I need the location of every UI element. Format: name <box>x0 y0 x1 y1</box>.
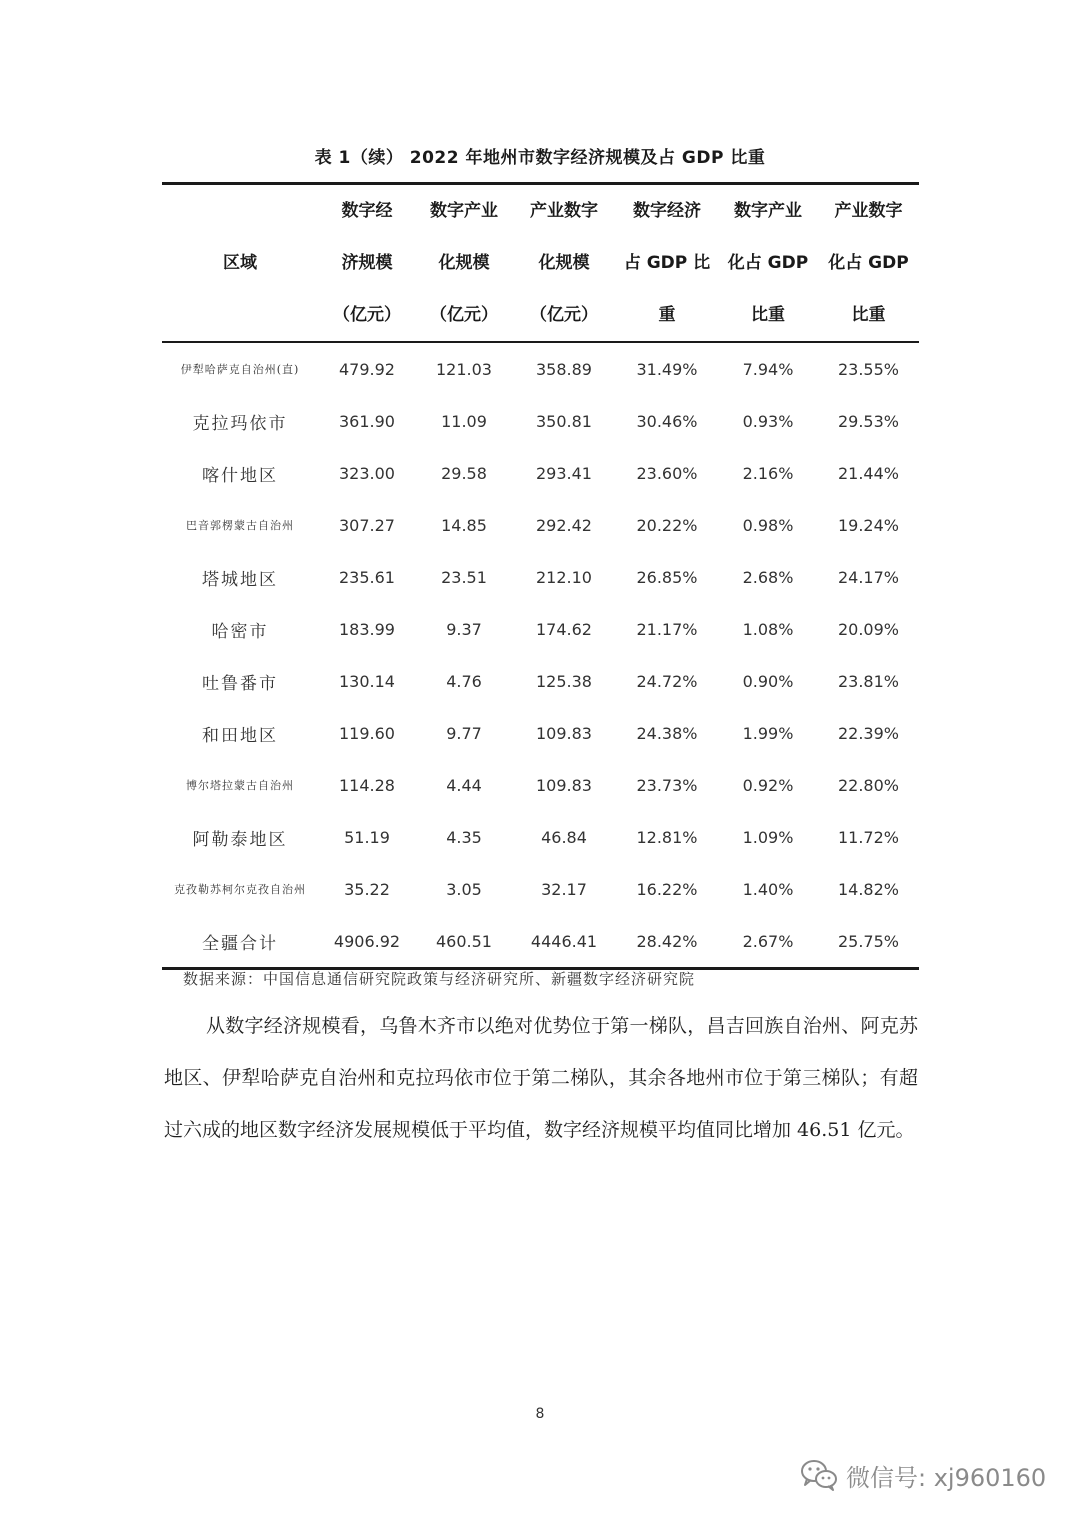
cell-digital-industrialization-scale: 9.77 <box>446 723 482 743</box>
header-line: 产业数字 <box>530 201 598 221</box>
header-line: 化占 GDP <box>828 253 909 273</box>
cell-industrial-digitalization-scale: 109.83 <box>536 775 592 795</box>
cell-digital-economy-gdp-share: 16.22% <box>636 879 698 899</box>
header-line: 比重 <box>851 305 886 325</box>
table-row <box>162 447 919 499</box>
table-row <box>162 863 919 915</box>
cell-region: 阿勒泰地区 <box>192 829 288 850</box>
cell-industrial-digitalization-gdp-share: 23.81% <box>837 671 899 691</box>
cell-industrial-digitalization-scale: 109.83 <box>536 723 592 743</box>
cell-digital-industrialization-scale: 460.51 <box>416 915 512 969</box>
cell-industrial-digitalization-scale: 4446.41 <box>512 915 616 969</box>
cell-industrial-digitalization-scale: 32.17 <box>541 879 587 899</box>
cell-digital-economy-gdp-share: 23.73% <box>636 775 698 795</box>
cell-digital-economy-scale: 130.14 <box>339 671 395 691</box>
table-title: 表 1（续） 2022 年地州市数字经济规模及占 GDP 比重 <box>314 148 766 168</box>
cell-industrial-digitalization-scale: 358.89 <box>536 359 592 379</box>
cell-industrial-digitalization-scale: 174.62 <box>536 619 592 639</box>
cell-digital-economy-gdp-share: 28.42% <box>616 915 718 969</box>
header-line: 数字经 <box>341 201 393 221</box>
cell-region: 和田地区 <box>202 725 278 746</box>
table-row <box>162 342 919 395</box>
cell-industrial-digitalization-scale: 292.42 <box>536 515 592 535</box>
cell-industrial-digitalization-gdp-share: 22.39% <box>837 723 899 743</box>
cell-industrial-digitalization-gdp-share: 19.24% <box>837 515 899 535</box>
cell-digital-industrialization-gdp-share: 1.09% <box>742 827 794 847</box>
table-row <box>162 551 919 603</box>
cell-digital-economy-scale: 323.00 <box>339 463 395 483</box>
watermark-text: 微信号: xj960160 <box>846 1463 1047 1492</box>
cell-region: 塔城地区 <box>202 569 278 590</box>
cell-industrial-digitalization-scale: 46.84 <box>541 827 587 847</box>
cell-digital-economy-scale: 119.60 <box>339 723 395 743</box>
cell-digital-economy-gdp-share: 21.17% <box>636 619 698 639</box>
cell-digital-industrialization-scale: 11.09 <box>441 411 487 431</box>
cell-region: 全疆合计 <box>162 915 318 969</box>
cell-digital-economy-gdp-share: 26.85% <box>636 567 698 587</box>
header-line: 化规模 <box>438 253 490 273</box>
cell-digital-economy-scale: 4906.92 <box>318 915 416 969</box>
cell-digital-economy-scale: 307.27 <box>339 515 395 535</box>
table-row <box>162 395 919 447</box>
header-line: 数字经济 <box>633 201 701 221</box>
cell-digital-economy-gdp-share: 31.49% <box>636 359 698 379</box>
cell-digital-economy-scale: 479.92 <box>339 359 395 379</box>
header-line: （亿元） <box>333 305 401 325</box>
cell-digital-economy-scale: 183.99 <box>339 619 395 639</box>
cell-digital-industrialization-scale: 9.37 <box>446 619 482 639</box>
body-paragraph: 从数字经济规模看，乌鲁木齐市以绝对优势位于第一梯队，昌吉回族自治州、阿克苏地区、伊犁哈萨克自治州和克拉玛依市位于第二梯队，其余各地州市位于第三梯队；有超过六成的地区数字经济发展规模低于平均值，数字经济规模平均值同比增加 46.51 亿元。 <box>164 1015 918 1141</box>
cell-industrial-digitalization-scale: 350.81 <box>536 411 592 431</box>
cell-digital-industrialization-gdp-share: 2.68% <box>742 567 794 587</box>
cell-industrial-digitalization-gdp-share: 21.44% <box>837 463 899 483</box>
table-row <box>162 603 919 655</box>
header-line: 数字产业 <box>734 201 802 221</box>
cell-industrial-digitalization-gdp-share: 29.53% <box>837 411 899 431</box>
data-table <box>162 182 919 970</box>
cell-industrial-digitalization-gdp-share: 20.09% <box>837 619 899 639</box>
cell-digital-economy-gdp-share: 20.22% <box>636 515 698 535</box>
header-line: 化占 GDP <box>727 253 809 273</box>
cell-digital-economy-scale: 235.61 <box>339 567 395 587</box>
header-region <box>162 184 318 343</box>
cell-industrial-digitalization-gdp-share: 25.75% <box>818 915 919 969</box>
cell-region: 巴音郭楞蒙古自治州 <box>186 519 294 532</box>
cell-industrial-digitalization-scale: 125.38 <box>536 671 592 691</box>
cell-industrial-digitalization-scale: 293.41 <box>536 463 592 483</box>
header-digital-economy-scale <box>318 184 416 343</box>
cell-digital-industrialization-gdp-share: 0.90% <box>742 671 794 691</box>
cell-region: 哈密市 <box>211 621 269 642</box>
header-line: （亿元） <box>530 305 598 325</box>
cell-digital-economy-scale: 361.90 <box>339 411 395 431</box>
header-line: （亿元） <box>430 305 498 325</box>
table-row <box>162 499 919 551</box>
header-digital-industrialization-gdp-share <box>718 184 818 343</box>
header-line: 重 <box>658 305 676 325</box>
cell-industrial-digitalization-gdp-share: 22.80% <box>837 775 899 795</box>
cell-digital-industrialization-scale: 3.05 <box>446 879 482 899</box>
cell-digital-industrialization-gdp-share: 0.98% <box>742 515 794 535</box>
table-row <box>162 915 919 969</box>
table-row <box>162 655 919 707</box>
cell-digital-industrialization-scale: 121.03 <box>436 359 492 379</box>
header-line: 占 GDP 比 <box>623 253 711 273</box>
cell-digital-industrialization-scale: 23.51 <box>441 567 487 587</box>
cell-digital-economy-gdp-share: 23.60% <box>636 463 698 483</box>
cell-digital-economy-scale: 35.22 <box>344 879 390 899</box>
table-row <box>162 759 919 811</box>
cell-digital-industrialization-scale: 29.58 <box>441 463 487 483</box>
header-industrial-digitalization-scale <box>512 184 616 343</box>
cell-digital-industrialization-scale: 14.85 <box>441 515 487 535</box>
cell-industrial-digitalization-scale: 212.10 <box>536 567 592 587</box>
table-row <box>162 707 919 759</box>
cell-digital-economy-scale: 51.19 <box>344 827 390 847</box>
table-body <box>162 342 919 969</box>
header-line: 数字产业 <box>430 201 498 221</box>
table-row <box>162 811 919 863</box>
cell-industrial-digitalization-gdp-share: 11.72% <box>837 827 899 847</box>
cell-industrial-digitalization-gdp-share: 14.82% <box>837 879 899 899</box>
page-number: 8 <box>535 1406 545 1422</box>
cell-digital-industrialization-gdp-share: 7.94% <box>742 359 794 379</box>
header-digital-industrialization-scale <box>416 184 512 343</box>
table-header-row <box>162 184 919 343</box>
header-line: 化规模 <box>538 253 590 273</box>
cell-digital-industrialization-gdp-share: 2.16% <box>742 463 794 483</box>
cell-digital-industrialization-scale: 4.35 <box>446 827 482 847</box>
cell-digital-economy-gdp-share: 24.38% <box>636 723 698 743</box>
cell-digital-industrialization-scale: 4.76 <box>446 671 482 691</box>
header-line: 区域 <box>223 253 257 273</box>
cell-region: 克拉玛依市 <box>192 413 288 434</box>
header-line: 济规模 <box>341 253 393 273</box>
cell-region: 喀什地区 <box>202 465 278 486</box>
header-line: 比重 <box>751 305 785 325</box>
table-source-note: 数据来源：中国信息通信研究院政策与经济研究所、新疆数字经济研究院 <box>183 970 696 988</box>
cell-digital-economy-gdp-share: 30.46% <box>636 411 698 431</box>
cell-digital-economy-gdp-share: 12.81% <box>636 827 698 847</box>
cell-industrial-digitalization-gdp-share: 24.17% <box>837 567 899 587</box>
cell-digital-industrialization-gdp-share: 2.67% <box>718 915 818 969</box>
cell-region: 吐鲁番市 <box>202 673 278 694</box>
cell-digital-industrialization-gdp-share: 0.92% <box>742 775 794 795</box>
cell-industrial-digitalization-gdp-share: 23.55% <box>837 359 899 379</box>
cell-digital-economy-scale: 114.28 <box>339 775 395 795</box>
watermark <box>800 1458 1046 1492</box>
cell-region: 伊犁哈萨克自治州(直) <box>180 363 300 376</box>
header-industrial-digitalization-gdp-share <box>818 184 919 343</box>
cell-digital-industrialization-scale: 4.44 <box>446 775 482 795</box>
cell-digital-industrialization-gdp-share: 0.93% <box>742 411 794 431</box>
cell-region: 博尔塔拉蒙古自治州 <box>186 779 294 792</box>
header-digital-economy-gdp-share <box>616 184 718 343</box>
cell-digital-industrialization-gdp-share: 1.99% <box>742 723 794 743</box>
cell-digital-industrialization-gdp-share: 1.08% <box>742 619 794 639</box>
cell-digital-economy-gdp-share: 24.72% <box>636 671 698 691</box>
cell-digital-industrialization-gdp-share: 1.40% <box>742 879 794 899</box>
wechat-icon <box>800 1459 838 1491</box>
cell-region: 克孜勒苏柯尔克孜自治州 <box>174 883 306 896</box>
header-line: 产业数字 <box>834 201 903 221</box>
